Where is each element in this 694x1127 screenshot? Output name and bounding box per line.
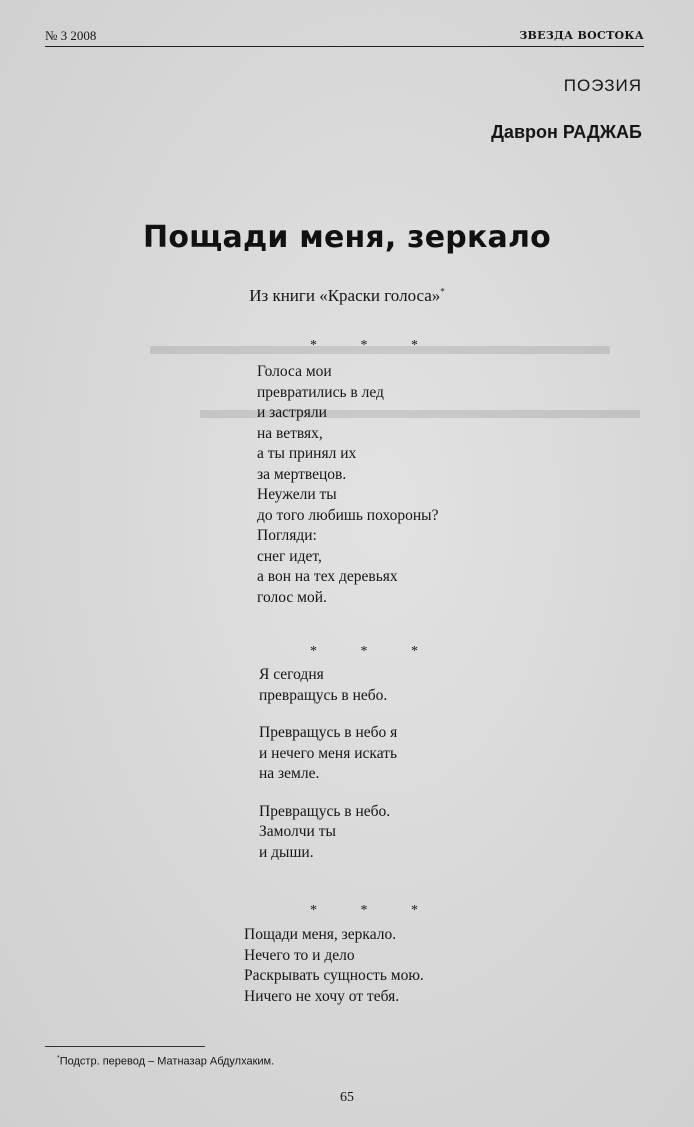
stanza <box>259 665 397 706</box>
poem-line: Превращусь в небо. <box>259 802 391 820</box>
footnote-rule <box>45 1046 205 1047</box>
poem-line: и нечего меня искать <box>259 744 398 762</box>
stanza <box>244 925 424 1007</box>
poem-line: Неужели ты <box>257 486 337 503</box>
poem-line: Ничего не хочу от тебя. <box>244 987 400 1005</box>
poem-line: до того любишь похороны? <box>257 506 439 524</box>
poem-line: Пощади меня, зеркало. <box>244 926 397 943</box>
header-rule <box>45 46 644 47</box>
footnote-reference: * <box>440 286 445 297</box>
poem-line: и дыши. <box>259 843 314 861</box>
page-number: 65 <box>340 1090 354 1105</box>
poem-cycle-title: Пощади меня, зеркало <box>143 220 551 255</box>
subtitle <box>0 286 694 306</box>
section-label: ПОЭЗИЯ <box>563 76 642 95</box>
section-separator: * * * <box>310 338 438 353</box>
magazine-name: ЗВЕЗДА ВОСТОКА <box>519 29 644 42</box>
section-separator: * * * <box>310 644 438 659</box>
poem-line: превращусь в небо. <box>259 686 388 704</box>
stanza <box>259 723 397 785</box>
poem-1 <box>257 362 438 625</box>
poem-line: Превращусь в небо я <box>259 724 398 741</box>
poem-line: и застряли <box>257 404 327 421</box>
poem-line: Замолчи ты <box>259 823 336 840</box>
poem-3 <box>244 925 424 1024</box>
poem-line: Голоса мои <box>257 363 332 380</box>
poem-line: а ты принял их <box>257 445 357 462</box>
poem-line: снег идет, <box>257 547 322 565</box>
poem-line: а вон на тех деревьях <box>257 568 398 585</box>
author-name: Даврон РАДЖАБ <box>491 122 642 142</box>
poem-line: голос мой. <box>257 588 327 606</box>
running-header <box>45 28 644 46</box>
poem-line: на земле. <box>259 765 320 782</box>
poem-line: за мертвецов. <box>257 465 347 483</box>
subtitle-text: Из книги «Краски голоса» <box>249 286 441 305</box>
footnote-text: Подстр. перевод – Матназар Абдулхаким. <box>59 1055 275 1068</box>
section-separator: * * * <box>310 903 438 918</box>
poem-line: Погляди: <box>257 527 317 544</box>
poem-line: превратились в лед <box>257 383 384 401</box>
footnote-mark: * <box>57 1055 60 1062</box>
poem-line: Раскрывать сущность мою. <box>244 967 424 984</box>
issue-number: № 3 2008 <box>45 28 97 43</box>
stanza <box>257 362 438 608</box>
poem-line: Я сегодня <box>259 666 324 683</box>
poem-2 <box>259 665 397 880</box>
footnote <box>57 1055 274 1068</box>
poem-line: на ветвях, <box>257 424 323 442</box>
stanza <box>259 802 397 864</box>
poem-line: Нечего то и дело <box>244 946 355 964</box>
